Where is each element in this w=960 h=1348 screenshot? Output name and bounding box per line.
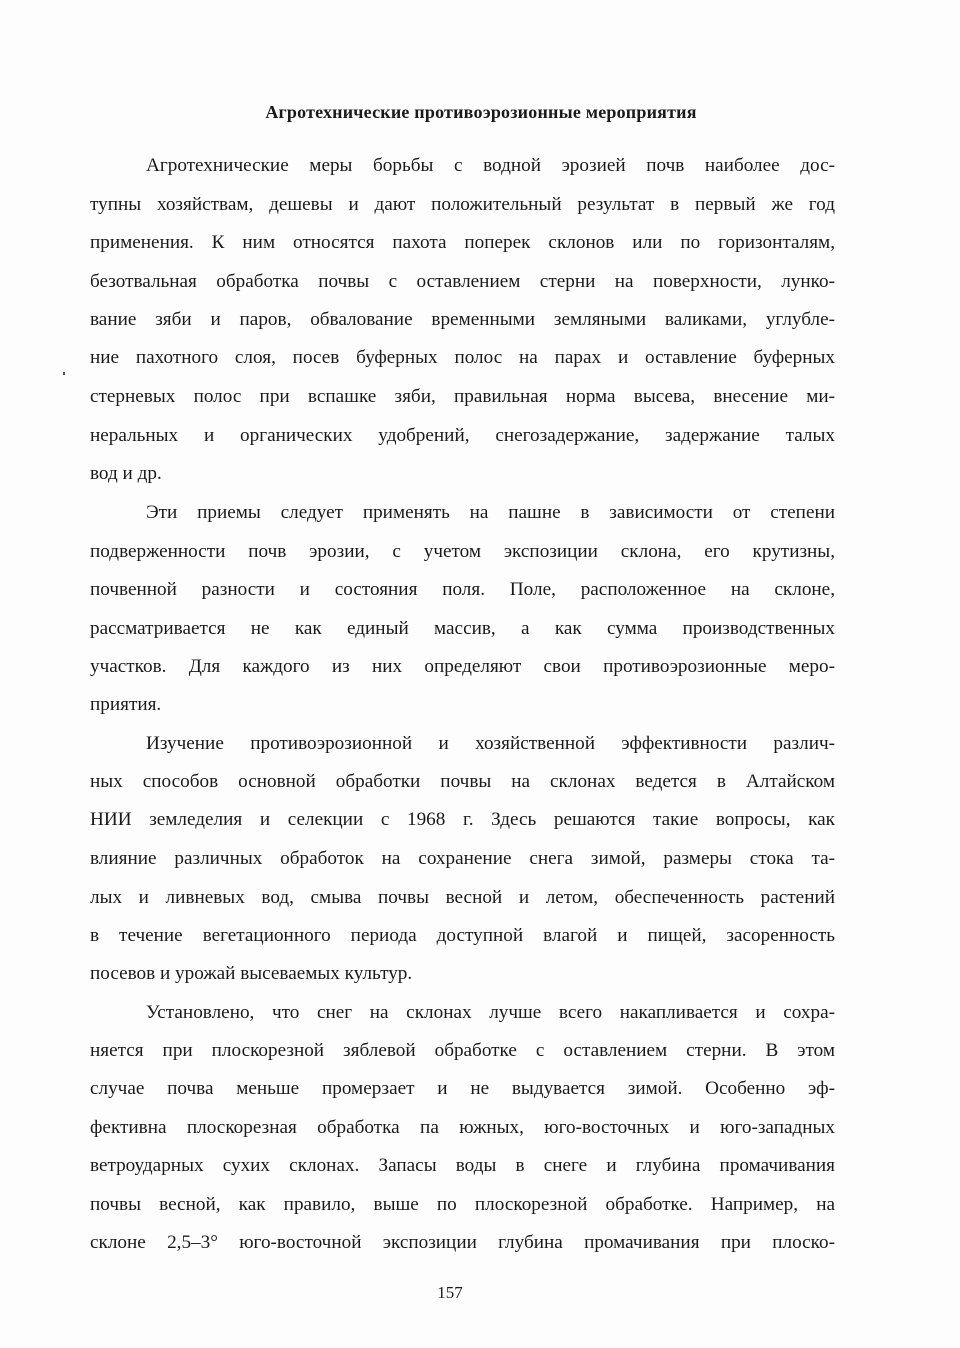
scan-speck: [63, 372, 65, 375]
text-line: лых и ливневых вод, смыва почвы весной и летом, обеспеченность растений: [90, 887, 835, 908]
text-line: Изучение противоэрозионной и хозяйственной эффективности различ-: [146, 733, 835, 754]
text-line: неральных и органических удобрений, снегозадержание, задержание талых: [90, 425, 835, 446]
text-line: применения. К ним относятся пахота поперек склонов или по горизонталям,: [90, 232, 835, 253]
text-line: ветроударных сухих склонах. Запасы воды в снеге и глубина промачивания: [90, 1155, 835, 1176]
text-line: рассматривается не как единый массив, а как сумма производственных: [90, 618, 835, 639]
page-number: 157: [437, 1283, 463, 1302]
text-line: приятия.: [90, 694, 162, 715]
text-line: стерневых полос при вспашке зяби, правильная норма высева, внесение ми-: [90, 386, 835, 407]
text-line: безотвальная обработка почвы с оставлением стерни на поверхности, лунко-: [90, 271, 835, 292]
text-line: вание зяби и паров, обвалование временными земляными валиками, углубле-: [90, 309, 835, 330]
text-line: в течение вегетационного периода доступной влагой и пищей, засоренность: [90, 925, 835, 946]
text-line: случае почва меньше промерзает и не выдувается зимой. Особенно эф-: [90, 1078, 835, 1099]
text-line: Установлено, что снег на склонах лучше всего накапливается и сохра-: [146, 1002, 835, 1023]
text-line: вод и др.: [90, 463, 162, 484]
text-line: фективна плоскорезная обработка па южных, юго-восточных и юго-западных: [90, 1117, 835, 1138]
text-line: няется при плоскорезной зяблевой обработке с оставлением стерни. В этом: [90, 1040, 835, 1061]
text-line: подверженности почв эрозии, с учетом экспозиции склона, его крутизны,: [90, 541, 835, 562]
text-line: почвы весной, как правило, выше по плоскорезной обработке. Например, на: [90, 1194, 835, 1215]
text-line: Эти приемы следует применять на пашне в зависимости от степени: [146, 502, 835, 523]
text-line: Агротехнические меры борьбы с водной эрозией почв наиболее дос-: [146, 155, 835, 176]
text-line: ных способов основной обработки почвы на склонах ведется в Алтайском: [90, 771, 835, 792]
text-line: посевов и урожай высеваемых культур.: [90, 963, 413, 984]
text-line: тупны хозяйствам, дешевы и дают положительный результат в первый же год: [90, 194, 835, 215]
text-line: склоне 2,5–3° юго-восточной экспозиции глубина промачивания при плоско-: [90, 1232, 835, 1253]
text-line: участков. Для каждого из них определяют свои противоэрозионные меро-: [90, 656, 835, 677]
text-line: влияние различных обработок на сохранение снега зимой, размеры стока та-: [90, 848, 835, 869]
text-line: НИИ земледелия и селекции с 1968 г. Здесь решаются такие вопросы, как: [90, 809, 835, 830]
text-line: почвенной разности и состояния поля. Поле, расположенное на склоне,: [90, 579, 835, 600]
section-title: Агротехнические противоэрозионные мероприятия: [265, 102, 697, 122]
text-line: ние пахотного слоя, посев буферных полос на парах и оставление буферных: [90, 347, 835, 368]
